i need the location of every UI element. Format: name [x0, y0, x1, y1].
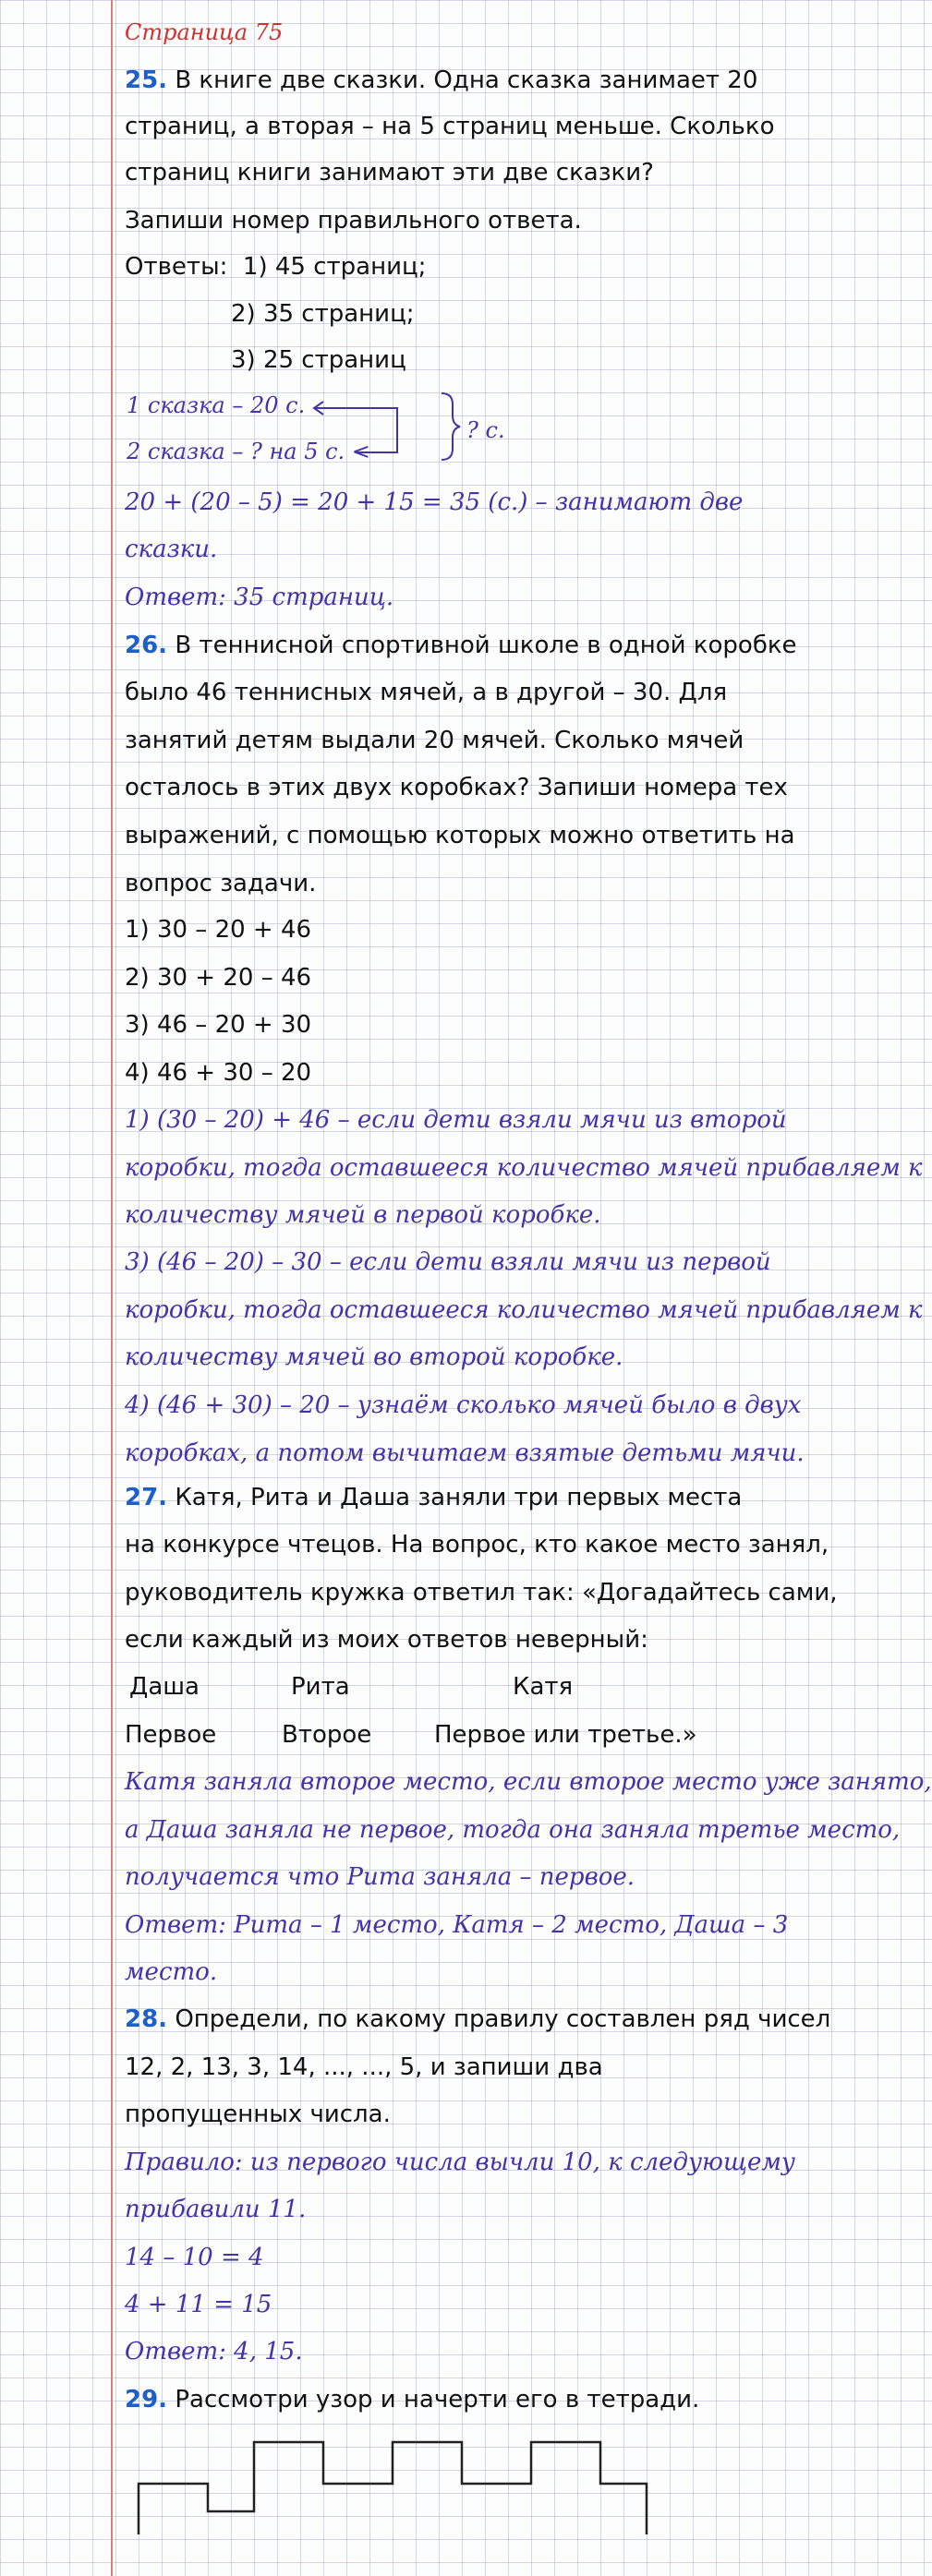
name-dasha: Даша — [129, 1673, 200, 1701]
scheme-question: ? с. — [466, 417, 505, 443]
task27-line3: руководитель кружка ответил так: «Догадайтесь сами, — [125, 1579, 838, 1607]
task25-instruction: Запиши номер правильного ответа. — [125, 207, 582, 235]
task27-number: 27. — [125, 1484, 168, 1511]
task25-line3: страниц книги занимают эти две сказки? — [125, 159, 654, 187]
task26-sol4-line1: 4) (46 + 30) – 20 – узнаём сколько мячей было в двух — [125, 1391, 802, 1419]
answers-label: Ответы: — [125, 253, 228, 281]
page-header: Страница 75 — [125, 19, 284, 45]
place-katya: Первое или третье.» — [434, 1721, 697, 1749]
task27-sol-line3: получается что Рита заняла – первое. — [125, 1863, 635, 1891]
task28-calc1: 14 – 10 = 4 — [125, 2244, 264, 2271]
option-2: 2) 35 страниц; — [231, 300, 415, 328]
task27-answer-line2: место. — [125, 1958, 218, 1986]
task25-solution-line2: сказки. — [125, 536, 218, 563]
place-dasha: Первое — [125, 1721, 217, 1749]
task29-number: 29. — [125, 2386, 168, 2413]
task26-line4: осталось в этих двух коробках? Запиши номера тех — [125, 774, 788, 801]
task26-sol3-line2: коробки, тогда оставшееся количество мячей прибавляем к — [125, 1296, 923, 1324]
task27-sol-line2: а Даша заняла не первое, тогда она заняла третье место, — [125, 1816, 901, 1844]
task29-line: 29. Рассмотри узор и начерти его в тетради. — [125, 2386, 700, 2413]
task28-calc2: 4 + 11 = 15 — [125, 2291, 272, 2318]
expression-3: 3) 46 – 20 + 30 — [125, 1011, 312, 1039]
task27-line1: 27. Катя, Рита и Даша заняли три первых места — [125, 1484, 743, 1511]
task25-line2: страниц, а вторая – на 5 страниц меньше. Сколько — [125, 113, 775, 140]
option-3: 3) 25 страниц — [231, 346, 406, 374]
task27-line4: если каждый из моих ответов неверный: — [125, 1626, 648, 1654]
expression-4: 4) 46 + 30 – 20 — [125, 1059, 312, 1087]
task26-sol3-line1: 3) (46 – 20) – 30 – если дети взяли мячи из первой — [125, 1248, 771, 1276]
task28-rule-line1: Правило: из первого числа вычли 10, к следующему — [125, 2149, 795, 2176]
name-katya: Катя — [513, 1673, 574, 1701]
task26-line2: было 46 теннисных мячей, а в другой – 30. Для — [125, 679, 728, 706]
task26-sol1-line2: коробки, тогда оставшееся количество мячей прибавляем к — [125, 1154, 923, 1182]
task28-line3: пропущенных числа. — [125, 2101, 391, 2128]
task26-sol4-line2: коробках, а потом вычитаем взятые детьми мячи. — [125, 1439, 805, 1467]
task25-number: 25. — [125, 66, 168, 94]
name-rita: Рита — [291, 1673, 350, 1701]
task26-line6: вопрос задачи. — [125, 870, 317, 897]
expression-1: 1) 30 – 20 + 46 — [125, 916, 312, 944]
scheme-row1: 1 сказка – 20 с. — [127, 392, 306, 418]
task25-line1: 25. В книге две сказки. Одна сказка занимает 20 — [125, 66, 758, 94]
task28-line1: 28. Определи, по какому правилу составлен ряд чисел — [125, 2005, 831, 2033]
task27-line2: на конкурсе чтецов. На вопрос, кто какое место занял, — [125, 1531, 829, 1559]
task28-number: 28. — [125, 2005, 168, 2033]
expression-2: 2) 30 + 20 – 46 — [125, 964, 312, 992]
task26-sol1-line1: 1) (30 – 20) + 46 – если дети взяли мячи из второй — [125, 1106, 787, 1134]
task27-sol-line1: Катя заняла второе место, если второе место уже занято, — [125, 1768, 932, 1796]
scheme-row2: 2 сказка – ? на 5 с. < — [127, 439, 370, 464]
task25-solution-line1: 20 + (20 – 5) = 20 + 15 = 35 (с.) – занимают две — [125, 488, 744, 516]
option-1: 1) 45 страниц; — [242, 253, 427, 281]
task28-rule-line2: прибавили 11. — [125, 2196, 307, 2223]
place-rita: Второе — [282, 1721, 372, 1749]
task26-number: 26. — [125, 632, 168, 659]
task25-answer: Ответ: 35 страниц. — [125, 584, 394, 611]
task26-line3: занятий детям выдали 20 мячей. Сколько мячей — [125, 727, 744, 754]
task26-sol1-line3: количеству мячей в первой коробке. — [125, 1201, 601, 1229]
task26-sol3-line3: количеству мячей во второй коробке. — [125, 1343, 623, 1371]
task26-line1: 26. В теннисной спортивной школе в одной коробке — [125, 632, 797, 659]
task28-line2: 12, 2, 13, 3, 14, ..., ..., 5, и запиши два — [125, 2053, 603, 2081]
task28-answer: Ответ: 4, 15. — [125, 2338, 303, 2365]
task26-line5: выражений, с помощью которых можно ответить на — [125, 822, 795, 849]
task27-answer-line1: Ответ: Рита – 1 место, Катя – 2 место, Даша – 3 — [125, 1911, 789, 1939]
